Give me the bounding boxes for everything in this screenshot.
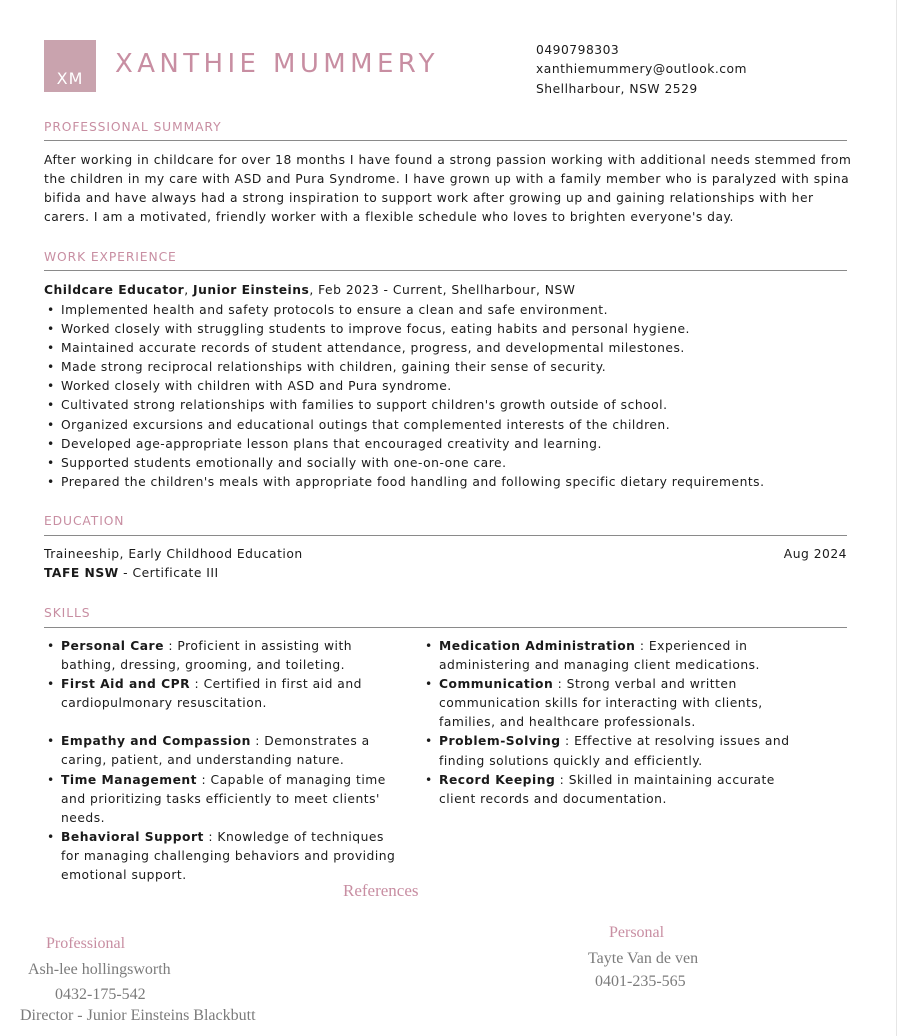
- summary-text: After working in childcare for over 18 months I have found a strong passion working with additional needs stemmed from the children in my care with ASD and Pura Syndrome. I have grown up with a family member who is paralyzed with spina bifida and have always had a strong inspiration to support work after growing up and gaining relationships with her carers. I am a motivated, friendly worker with a flexible schedule who loves to brighten everyone's day.: [44, 153, 852, 225]
- contact-location: Shellharbour, NSW 2529: [536, 81, 698, 96]
- experience-bullets: [44, 301, 765, 492]
- experience-bullet: • Developed age-appropriate lesson plans that encouraged creativity and learning.: [44, 435, 765, 454]
- skill-name: Time Management: [61, 772, 198, 787]
- references-heading: References: [343, 881, 419, 900]
- experience-bullet: • Organized excursions and educational outings that complemented interests of the children.: [44, 416, 765, 435]
- skill-item: [44, 732, 399, 770]
- experience-bullet: • Worked closely with children with ASD and Pura syndrome.: [44, 377, 765, 396]
- skill-name: First Aid and CPR: [61, 677, 191, 692]
- personal-reference-name: Tayte Van de ven: [588, 950, 699, 967]
- experience-heading: WORK EXPERIENCE: [44, 250, 177, 264]
- experience-bullet: • Worked closely with struggling students to improve focus, eating habits and personal hygiene.: [44, 320, 765, 339]
- skill-desc: : Skilled in maintaining accurate client records and documentation.: [439, 772, 775, 806]
- skill-desc: : Certified in first aid and cardiopulmonary resuscitation.: [61, 677, 362, 711]
- skill-desc: : Proficient in assisting with bathing, dressing, grooming, and toileting.: [61, 639, 353, 673]
- job-role: Childcare Educator: [44, 283, 185, 297]
- job-details: , Feb 2023 - Current, Shellharbour, NSW: [309, 283, 576, 297]
- skill-name: Empathy and Compassion: [61, 734, 251, 749]
- education-date: Aug 2024: [783, 547, 847, 561]
- skills-right-column: [422, 637, 797, 809]
- job-title-line: Childcare Educator, Junior Einsteins, Feb 2023 - Current, Shellharbour, NSW: [44, 283, 576, 297]
- education-institution: TAFE NSW: [44, 566, 119, 580]
- skill-desc: : Knowledge of techniques for managing challenging behaviors and providing emotional support.: [61, 829, 396, 883]
- education-qualification: - Certificate III: [118, 566, 219, 580]
- skill-item: [44, 828, 399, 885]
- summary-heading: PROFESSIONAL SUMMARY: [44, 120, 222, 134]
- skills-left-column: [44, 637, 399, 885]
- professional-reference-phone: 0432-175-542: [55, 986, 146, 1003]
- skill-item: [422, 637, 797, 675]
- skill-item: [422, 732, 797, 770]
- education-course: Traineeship, Early Childhood Education: [44, 547, 303, 561]
- experience-bullet: • Implemented health and safety protocols to ensure a clean and safe environment.: [44, 301, 765, 320]
- personal-reference-phone: 0401-235-565: [595, 973, 686, 990]
- professional-reference-label: Professional: [46, 935, 126, 952]
- experience-bullet: • Supported students emotionally and socially with one-on-one care.: [44, 454, 765, 473]
- contact-phone: 0490798303: [536, 43, 620, 57]
- skill-desc: : Effective at resolving issues and finding solutions quickly and efficiently.: [439, 734, 790, 768]
- experience-bullet: • Prepared the children's meals with appropriate food handling and following specific dietary requirements.: [44, 473, 765, 492]
- skill-name: Medication Administration: [439, 639, 636, 653]
- skills-heading: SKILLS: [44, 606, 91, 620]
- skill-name: Communication: [439, 677, 554, 692]
- contact-block: [536, 41, 747, 99]
- skill-desc: : Experienced in administering and managing client medications.: [439, 639, 760, 673]
- skill-name: Problem-Solving: [439, 734, 561, 749]
- professional-reference-name: Ash-lee hollingsworth: [28, 961, 171, 978]
- monogram-initials: XM: [56, 69, 84, 88]
- summary-divider: [44, 140, 847, 141]
- job-employer: Junior Einsteins: [193, 283, 310, 297]
- experience-bullet: • Made strong reciprocal relationships with children, gaining their sense of security.: [44, 358, 765, 377]
- experience-divider: [44, 270, 847, 271]
- education-heading: EDUCATION: [44, 514, 125, 528]
- skill-name: Behavioral Support: [61, 829, 204, 844]
- skill-desc: : Strong verbal and written communication skills for interacting with clients, families, and healthcare professionals.: [439, 677, 763, 730]
- skill-item: [422, 675, 797, 732]
- skill-item: [44, 637, 399, 675]
- skills-divider: [44, 627, 847, 628]
- contact-email: xanthiemummery@outlook.com: [536, 62, 748, 77]
- skill-item: [422, 771, 797, 809]
- candidate-name: XANTHIE MUMMERY: [115, 49, 439, 79]
- experience-bullet: • Maintained accurate records of student attendance, progress, and developmental milestones.: [44, 339, 765, 358]
- skill-item: [44, 771, 399, 828]
- skill-name: Record Keeping: [439, 772, 556, 787]
- skill-desc: : Capable of managing time and prioritizing tasks efficiently to meet clients' needs.: [61, 772, 386, 825]
- page-edge: [896, 0, 897, 1036]
- skill-name: Personal Care: [61, 639, 164, 653]
- skill-item: [44, 675, 399, 713]
- skill-desc: : Demonstrates a caring, patient, and understanding nature.: [61, 734, 370, 768]
- education-institution-line: [44, 566, 219, 580]
- education-divider: [44, 535, 847, 536]
- personal-reference-label: Personal: [609, 924, 665, 941]
- monogram-badge: [44, 40, 96, 92]
- experience-bullet: • Cultivated strong relationships with families to support children's growth outside of school.: [44, 396, 765, 415]
- professional-reference-position: Director - Junior Einsteins Blackbutt: [20, 1007, 256, 1024]
